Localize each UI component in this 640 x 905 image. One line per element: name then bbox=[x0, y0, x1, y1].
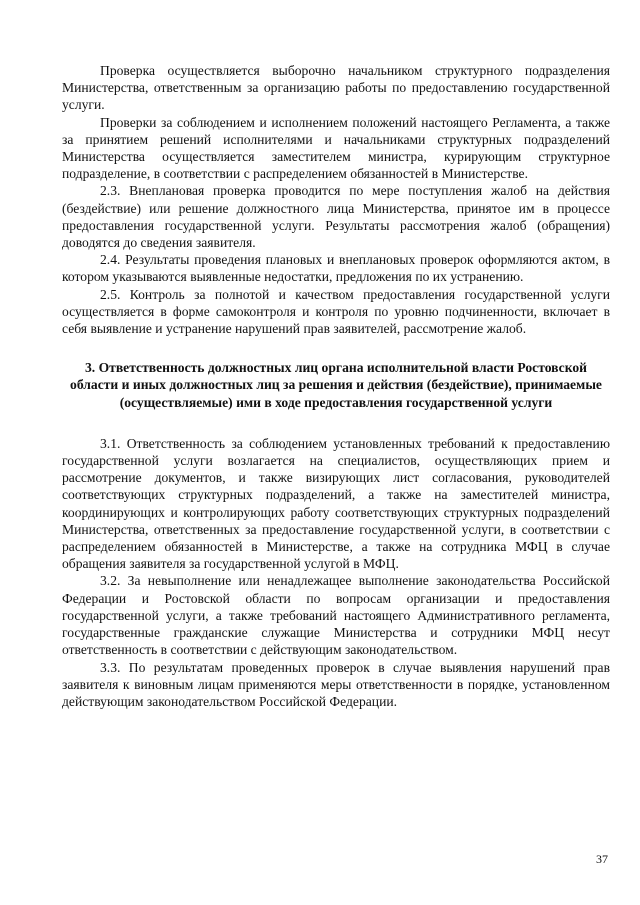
paragraph-2-3: 2.3. Внеплановая проверка проводится по мере поступления жалоб на действия (бездействие) или решение должностного лица Министерства, принятое им в процессе предоставления государственной услуги. Результаты рассмотрения жалоб (обращения) доводятся до сведения заявителя. bbox=[62, 183, 610, 251]
paragraph-3-2: 3.2. За невыполнение или ненадлежащее выполнение законодательства Российской Федерации и Ростовской области по вопросам организации и предоставления государственной услуги, а также требований настоящего Административного регламента, государственные гражданские служащие Министерства и сотрудники МФЦ несут ответственность в соответствии с действующим законодательством. bbox=[62, 573, 610, 658]
page-number: 37 bbox=[596, 852, 608, 866]
paragraph-3-3: 3.3. По результатам проведенных проверок в случае выявления нарушений прав заявителя к виновным лицам применяются меры ответственности в порядке, установленном действующим законодательством Российской Федерации. bbox=[62, 659, 610, 709]
paragraph-inspection-compliance: Проверки за соблюдением и исполнением положений настоящего Регламента, а также за принятием решений исполнителями и начальниками структурных подразделений Министерства осуществляется заместителем министра, курирующим структурное подразделение, в соответствии с распределением обязанностей в Министерстве. bbox=[62, 114, 610, 182]
paragraph-3-1: 3.1. Ответственность за соблюдением установленных требований к предоставлению государственной услуги возлагается на специалистов, осуществляющих прием и рассмотрение документов, и также визирующих лист согласования, руководителей соответствующих структурных подразделений, а также на заместителей министра, координирующих и контролирующих работу соответствующих структурных подразделений Министерства, ответственных за предоставление государственной услуги, в соответствии с распределением обязанностей в Министерстве, а также на сотрудника МФЦ в случае обращения заявителя за государственной услугой в МФЦ. bbox=[62, 435, 610, 572]
paragraph-inspection-selective: Проверка осуществляется выборочно начальником структурного подразделения Министерства, ответственным за организацию работы по предоставлению государственной услуги. bbox=[62, 63, 610, 113]
section-heading: 3. Ответственность должностных лиц органа исполнительной власти Ростовской области и иных должностных лиц за решения и действия (бездействие), принимаемые (осуществляемые) ими в ходе предоставления государственной услуги bbox=[70, 360, 602, 410]
paragraph-2-5: 2.5. Контроль за полнотой и качеством предоставления государственной услуги осуществляется в форме самоконтроля и контроля по уровню подчиненности, включает в себя выявление и устранение нарушений прав заявителей, рассмотрение жалоб. bbox=[62, 286, 610, 337]
paragraph-2-4: 2.4. Результаты проведения плановых и внеплановых проверок оформляются актом, в котором указываются выявленные недостатки, предложения по их устранению. bbox=[62, 252, 610, 285]
document-body bbox=[62, 62, 610, 710]
